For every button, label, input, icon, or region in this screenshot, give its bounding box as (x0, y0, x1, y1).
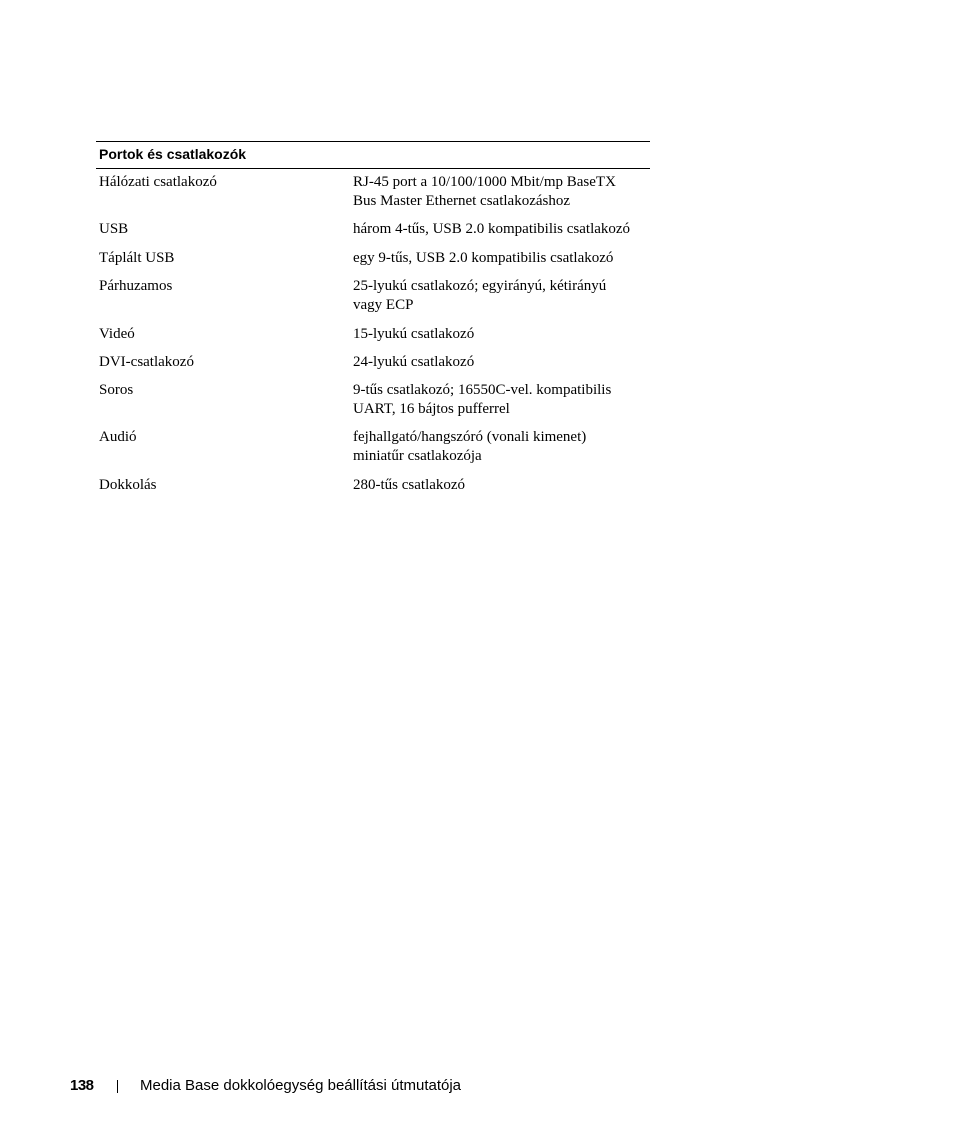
row-value-docking (353, 476, 650, 495)
row-label-serial: Soros (99, 382, 134, 398)
row-label-video: Videó (99, 326, 135, 342)
page-number: 138 (70, 1077, 94, 1094)
row-value-network (353, 173, 650, 211)
value-line: UART, 16 bájtos pufferrel (353, 401, 510, 417)
value-line: 9-tűs csatlakozó; 16550C-vel. kompatibilis (353, 382, 612, 398)
table-header: Portok és csatlakozók (99, 146, 247, 162)
table-row (96, 325, 650, 344)
table-row (96, 353, 650, 372)
row-value-dvi (353, 353, 650, 372)
table-row (96, 476, 650, 495)
row-value-usb (353, 220, 650, 239)
footer-divider (117, 1080, 118, 1093)
row-value-video (353, 325, 650, 344)
table-row (96, 249, 650, 268)
value-line: 25-lyukú csatlakozó; egyirányú, kétirányú (353, 278, 607, 294)
value-line: Bus Master Ethernet csatlakozáshoz (353, 193, 571, 209)
table-row (96, 220, 650, 239)
value-line: 24-lyukú csatlakozó (353, 354, 475, 370)
table-row (96, 381, 650, 419)
table-row (96, 277, 650, 315)
row-label-dvi: DVI-csatlakozó (99, 354, 194, 370)
row-label-network: Hálózati csatlakozó (99, 174, 217, 190)
document-title: Media Base dokkolóegység beállítási útmutatója (140, 1077, 462, 1094)
value-line: miniatűr csatlakozója (353, 448, 482, 464)
value-line: 15-lyukú csatlakozó (353, 326, 475, 342)
value-line: három 4-tűs, USB 2.0 kompatibilis csatlakozó (353, 221, 631, 237)
row-label-docking: Dokkolás (99, 477, 157, 493)
value-line: fejhallgató/hangszóró (vonali kimenet) (353, 429, 587, 445)
table-row (96, 428, 650, 466)
value-line: vagy ECP (353, 297, 414, 313)
value-line: RJ-45 port a 10/100/1000 Mbit/mp BaseTX (353, 174, 616, 190)
row-label-powered-usb: Táplált USB (99, 250, 175, 266)
row-label-usb: USB (99, 221, 129, 237)
value-line: 280-tűs csatlakozó (353, 477, 466, 493)
row-value-parallel (353, 277, 650, 315)
row-label-parallel: Párhuzamos (99, 278, 173, 294)
ports-connectors-table (96, 141, 650, 495)
row-value-audio (353, 428, 650, 466)
row-value-powered-usb (353, 249, 650, 268)
page-footer (0, 1076, 954, 1096)
value-line: egy 9-tűs, USB 2.0 kompatibilis csatlakozó (353, 250, 614, 266)
table-row (96, 173, 650, 211)
row-value-serial (353, 381, 650, 419)
table-header-rule (96, 168, 650, 169)
row-label-audio: Audió (99, 429, 137, 445)
